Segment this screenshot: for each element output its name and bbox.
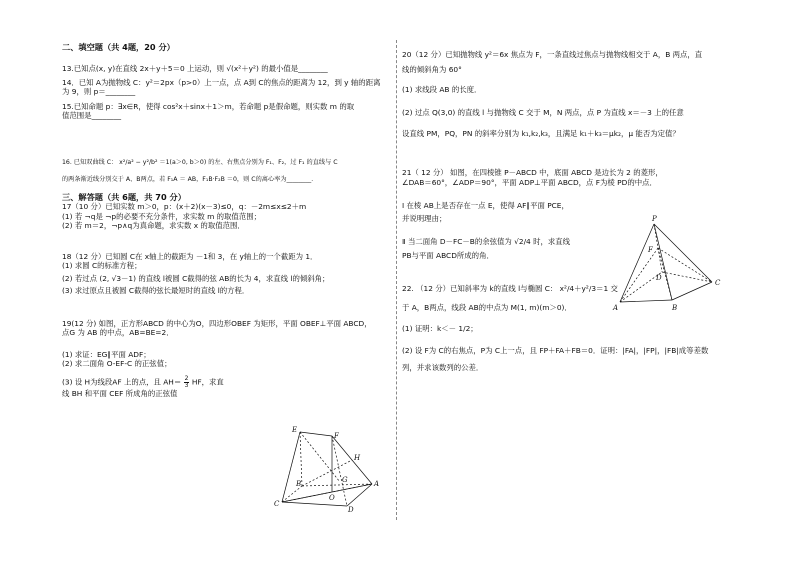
question-20-line-1: 20（12 分）已知抛物线 y²＝6x 焦点为 F，一条直线过焦点与抛物线相交于 A，B 两点，直: [402, 50, 703, 59]
question-18-part-3: (3) 求过原点且被圆 C截得的弦长最短时的直线 l的方程．: [62, 285, 250, 295]
question-19-line-2: 点G 为 AB 的中点，AB=BE=2．: [62, 328, 174, 338]
question-19-line-1: 19(12 分) 如图，正方形ABCD 的中心为O，四边形OBEF 为矩形，平面 OBEF⊥平面 ABCD，: [62, 319, 372, 328]
question-22-line-1: 22. （12 分）已知斜率为 k的直线 l与椭圆 C： x²/4＋y²/3＝1 交: [402, 283, 618, 293]
question-22-part-2-line-2: 列，并求该数列的公差．: [402, 362, 484, 372]
question-19-part-3-line-2: 线 BH 和平面 CEF 所成角的正弦值: [62, 389, 178, 398]
fraction-two-thirds: [184, 376, 190, 389]
question-21-part-2-line-2: PB与平面 ABCD所成的角．: [402, 250, 494, 260]
label-A: A: [613, 304, 619, 312]
question-20-part-1: (1) 求线段 AB 的长度．: [402, 84, 482, 94]
label-O: O: [329, 494, 335, 502]
question-14-line-1: 14．已知 A为抛物线 C：y²＝2px（p>0）上一点，点 A到 C的焦点的距离为 12，到 y 轴的距离: [62, 77, 381, 87]
question-21-part-2-line-1: Ⅱ 当二面角 D－FC－B的余弦值为 √2/4 时，求直线: [402, 237, 571, 247]
question-19-part-3: [62, 376, 392, 389]
label-G: G: [342, 476, 348, 484]
label-C: C: [274, 500, 280, 508]
question-17-part-1: (1) 若 ¬q是 ¬p的必要不充分条件，求实数 m 的取值范围；: [62, 211, 261, 221]
question-16-line-1: 16. 已知双曲线 C： x²/a² − y²/b² ＝1(a＞0, b＞0) 的左、右焦点分别为 F₁、F₂，过 F₁ 的直线与 C: [62, 158, 338, 166]
question-19-part-2: (2) 求二面角 O-EF-C 的正弦值；: [62, 358, 172, 368]
left-column: [62, 42, 392, 398]
column-divider: [396, 40, 397, 520]
q19-3-text-b: HF，求直: [191, 377, 224, 387]
question-20-part-2-line-2: 设直线 PM，PQ，PN 的斜率分别为 k₁,k₂,k₃，且满足 k₁＋k₃＝μk₂，μ 能否为定值？: [402, 129, 680, 138]
question-19-part-1: (1) 求证：EG∥平面 ADF；: [62, 349, 151, 359]
question-22-line-2: 于 A，B两点，线段 AB的中点为 M(1, m)(m＞0)．: [402, 303, 572, 312]
question-17-part-2: (2) 若 m＝2，¬p∧q为真命题，求实数 x 的取值范围．: [62, 220, 245, 230]
label-F: F: [648, 246, 653, 254]
question-15-line-1: 15.已知命题 p：∃x∈R，使得 cos²x＋sinx＋1＞m，若命题 p是假命题，则实数 m 的取: [62, 102, 355, 111]
label-C: C: [715, 279, 721, 287]
question-21-part-1-line-2: 并说明理由；: [402, 214, 447, 223]
q19-3-text-a: (3) 设 H为线段AF 上的点，且 AH＝: [62, 377, 182, 387]
fraction-denominator: 3: [184, 382, 189, 389]
question-16-line-2: 的两条渐近线分别交于 A、B两点，若 F₁A ＝ AB，F₁B·F₂B ＝0，则 C的离心率为________．: [62, 176, 318, 184]
question-22-part-1: (1) 证明：k＜－ 1/2；: [402, 324, 478, 334]
fraction-numerator: 2: [184, 375, 189, 382]
question-22-part-2-line-1: (2) 设 F为 C的右焦点，P为 C上一点，且 FP＋FA＋FB＝0．证明：|FA|，|FP|，|FB|成等差数: [402, 345, 709, 355]
question-21-line-2: ∠DAB＝60°，∠ADP＝90°，平面 ADP⊥平面 ABCD，点 F为棱 PD的中点．: [402, 177, 657, 187]
label-B: B: [296, 480, 302, 488]
label-D: D: [656, 274, 662, 282]
question-21-part-1-line-1: Ⅰ 在棱 AB上是否存在一点 E，使得 AF∥平面 PCE，: [402, 200, 569, 210]
question-20-part-2-line-1: (2) 过点 Q(3,0) 的直线 l 与抛物线 C 交于 M，N 两点，点 P 为直线 x＝－3 上的任意: [402, 107, 684, 117]
figure-19-solid: [272, 424, 392, 514]
label-F: F: [334, 432, 339, 440]
label-A: A: [374, 480, 380, 488]
figure-21-pyramid: [612, 212, 730, 316]
section-3-title: 三、解答题（共 6题，共 70 分）: [62, 192, 186, 202]
label-H: H: [354, 454, 361, 462]
question-17: 17（10 分）已知实数 m＞0，p：(x＋2)(x－3)≤0，q：－2m≤x≤2＋m: [62, 202, 307, 212]
right-column: [402, 42, 782, 372]
section-2-title: 二、填空题（共 4题，20 分）: [62, 42, 175, 52]
label-D: D: [348, 506, 354, 514]
label-E: E: [292, 426, 298, 434]
label-B: B: [672, 304, 678, 312]
question-20-line-2: 线的倾斜角为 60°: [402, 65, 462, 75]
question-18-part-2: (2) 若过点 (2, √3－1) 的直线 l被圆 C截得的弦 AB的长为 4，求直线 l的倾斜角；: [62, 273, 330, 283]
question-13: 13.已知点(x, y)在直线 2x＋y＋5＝0 上运动，则 √(x²＋y²) 的最小值是________: [62, 64, 328, 74]
question-15-line-2: 值范围是________: [62, 111, 122, 121]
question-21-line-1: 21（ 12 分） 如图，在四棱锥 P－ABCD 中，底面 ABCD 是边长为 2 的菱形，: [402, 168, 663, 178]
question-18-part-1: (1) 求圆 C的标准方程；: [62, 261, 142, 271]
label-P: P: [652, 215, 657, 223]
question-14-line-2: 为 9，则 p＝________: [62, 86, 136, 96]
question-18: 18（12 分）已知圆 C在 x轴上的截距为 －1和 3，在 y轴上的一个截距为 1．: [62, 252, 318, 261]
